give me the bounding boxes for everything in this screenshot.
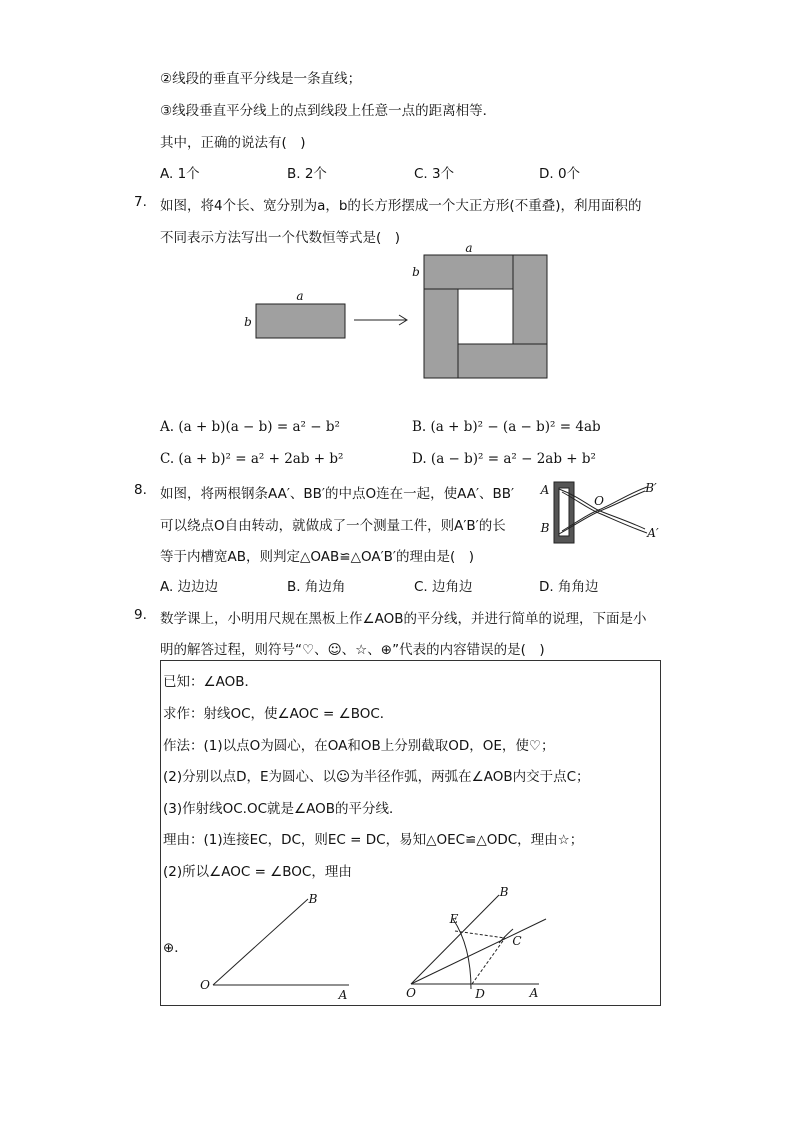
q7-label-b-small: b: [244, 315, 252, 329]
q9-stem-line2: 明的解答过程，则符号“♡、☺、☆、⊕”代表的内容错误的是( ): [160, 642, 545, 658]
q9-stem-line1: 数学课上，小明用尺规在黑板上作∠AOB的平分线，并进行简单的说理，下面是小: [160, 611, 647, 627]
q9-segment-dc: [472, 938, 505, 984]
q7-big-rect-top: [424, 255, 513, 289]
q7-option-a[interactable]: A. (a + b)(a − b) = a² − b²: [160, 419, 340, 435]
q7-number: 7.: [134, 194, 147, 210]
q6-option-b[interactable]: B. 2个: [287, 166, 327, 182]
q8-option-d[interactable]: D. 角角边: [539, 579, 599, 595]
q7-label-a-small: a: [296, 289, 304, 303]
q9-figure-construction: [401, 881, 561, 1001]
q7-big-rect-right: [513, 255, 547, 344]
q9-arc-de: [453, 919, 471, 989]
q6-statement-3: ③线段垂直平分线上的点到线段上任意一点的距离相等．: [160, 103, 497, 119]
q7-label-b-big: b: [412, 265, 420, 279]
q9-number: 9.: [134, 607, 147, 623]
q9-label-o-left: O: [200, 978, 210, 992]
q6-statement-2: ②线段的垂直平分线是一条直线；: [160, 71, 362, 87]
q9-method-step2: (2)分别以点D，E为圆心、以☺为半径作弧，两弧在∠AOB内交于点C；: [163, 769, 590, 785]
q9-ray-ob-right: [411, 895, 499, 984]
q8-stem-line3: 等于内槽宽AB，则判定△OAB≌△OA′B′的理由是( ): [160, 549, 475, 565]
q9-label-o-right: O: [406, 986, 416, 1000]
q9-label-d: D: [475, 987, 485, 1001]
q9-method-step1: 作法：(1)以点O为圆心，在OA和OB上分别截取OD，OE，使♡；: [163, 738, 555, 754]
q9-ray-ob-left: [213, 899, 308, 985]
q8-stem-line1: 如图，将两根钢条AA′、BB′的中点O连在一起，使AA′、BB′: [160, 486, 515, 502]
q6-option-d[interactable]: D. 0个: [539, 166, 581, 182]
q9-label-a-right: A: [529, 986, 539, 1000]
q9-label-b-left: B: [308, 892, 318, 906]
q8-label-b: B: [540, 521, 550, 535]
q9-given: 已知：∠AOB．: [163, 674, 258, 690]
q7-small-rectangle: [256, 304, 345, 338]
q9-label-e: E: [449, 912, 459, 926]
q6-prompt: 其中，正确的说法有( ): [160, 135, 306, 151]
q9-label-c: C: [512, 934, 522, 948]
q8-label-a-prime: A′: [647, 526, 659, 540]
q9-reason-step2: (2)所以∠AOC = ∠BOC，理由: [163, 864, 352, 880]
q7-stem-line1: 如图，将4个长、宽分别为a，b的长方形摆成一个大正方形(不重叠)，利用面积的: [160, 198, 642, 214]
q7-big-rect-bottom: [458, 344, 547, 378]
q9-reason-step1: 理由：(1)连接EC，DC，则EC = DC，易知△OEC≌△ODC，理由☆；: [163, 832, 584, 848]
q7-label-a-big: a: [465, 241, 473, 255]
q9-label-b-right: B: [499, 885, 509, 899]
q8-number: 8.: [134, 482, 147, 498]
q8-label-o: O: [594, 494, 604, 508]
q9-to-construct: 求作：射线OC，使∠AOC = ∠BOC．: [163, 706, 394, 722]
q7-option-c[interactable]: C. (a + b)² = a² + 2ab + b²: [160, 451, 344, 467]
q8-option-c[interactable]: C. 边角边: [414, 579, 473, 595]
q7-figure: [240, 240, 560, 390]
q9-solution-box: [160, 660, 661, 1006]
q7-stem-line2: 不同表示方法写出一个代数恒等式是( ): [160, 230, 401, 246]
q8-option-b[interactable]: B. 角边角: [287, 579, 346, 595]
q8-stem-line2: 可以绕点O自由转动，就做成了一个测量工件，则A′B′的长: [160, 518, 506, 534]
q9-figure-angle: [191, 881, 361, 1001]
q9-label-a-left: A: [338, 988, 348, 1001]
q9-method-step3: (3)作射线OC.OC就是∠AOB的平分线．: [163, 801, 403, 817]
q6-option-c[interactable]: C. 3个: [414, 166, 455, 182]
q8-option-a[interactable]: A. 边边边: [160, 579, 219, 595]
q7-option-b[interactable]: B. (a + b)² − (a − b)² = 4ab: [412, 419, 601, 435]
q6-option-a[interactable]: A. 1个: [160, 166, 200, 182]
q9-oplus-symbol: ⊕．: [163, 940, 188, 956]
q7-big-rect-left: [424, 289, 458, 378]
q8-label-a: A: [540, 483, 550, 497]
q8-label-b-prime: B′: [645, 481, 657, 495]
q8-figure: [535, 477, 665, 547]
q7-option-d[interactable]: D. (a − b)² = a² − 2ab + b²: [412, 451, 596, 467]
